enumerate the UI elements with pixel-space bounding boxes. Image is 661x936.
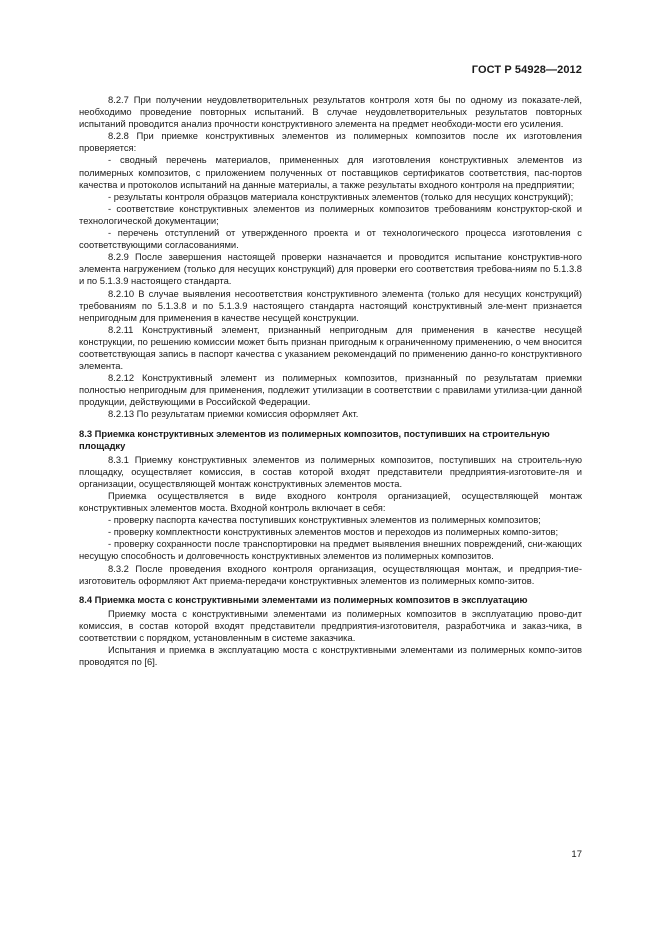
paragraph-8-3-2: 8.3.2 После проведения входного контроля организация, осуществляющая монтаж, и предприя-тие-изготовитель оформляют Акт приема-передачи конструктивных элементов из полимерных компо-зитов. — [79, 562, 582, 586]
paragraph: Испытания и приемка в эксплуатацию моста с конструктивными элементами из полимерных компо-зитов проводятся по [6]. — [79, 644, 582, 668]
paragraph-8-2-13: 8.2.13 По результатам приемки комиссия оформляет Акт. — [108, 408, 359, 420]
page-number: 17 — [571, 849, 582, 860]
section-heading-8-4: 8.4 Приемка моста с конструктивными элементами из полимерных композитов в эксплуатацию — [79, 593, 528, 605]
document-body — [79, 94, 582, 668]
paragraph-8-2-10: 8.2.10 В случае выявления несоответствия конструктивного элемента (только для несущих конструкций) требованиям по 5.1.3.8 и по 5.1.3.9 настоящего стандарта настоящий конструктивный эле-мент признается непригодным для применения в качестве несущей конструкции. — [79, 287, 582, 323]
paragraph: Приемку моста с конструктивными элементами из полимерных композитов в эксплуатацию прово-дит комиссия, в состав которой входят представители предприятия-изготовителя, разработчика и заказ-чика, в соответствии с порядком, установленным в системе заказчика. — [79, 607, 582, 644]
list-item: - сводный перечень материалов, примененных для изготовления конструктивных элементов из полимерных композитов, с приложением полученных от поставщиков сертификатов соответствия, пас-портов качества и протоколов испытаний на данные материалы, а также результаты входного контроля на предприятии; — [79, 154, 582, 190]
paragraph-8-2-8: 8.2.8 При приемке конструктивных элементов из полимерных композитов после их изготовления проверяется: — [79, 130, 582, 154]
paragraph: Приемка осуществляется в виде входного контроля организацией, осуществляющей монтаж конструктивных элементов моста. Входной контроль включает в себя: — [79, 490, 582, 514]
section-heading-8-3: 8.3 Приемка конструктивных элементов из полимерных композитов, поступивших на строительную площадку — [79, 427, 550, 451]
paragraph-8-3-1: 8.3.1 Приемку конструктивных элементов из полимерных композитов, поступивших на строитель-ную площадку, осуществляет комиссия, в состав которой входят представители предприятия-изготовите-ля и организации, осуществляющей монтаж конструктивных элементов моста. — [79, 453, 582, 489]
list-item: - проверку комплектности конструктивных элементов мостов и переходов из полимерных компо-зитов; — [108, 526, 559, 538]
list-item: - перечень отступлений от утвержденного проекта и от технологического процесса изготовления с соответствующими согласованиями. — [79, 227, 582, 251]
list-item: - проверку паспорта качества поступивших конструктивных элементов из полимерных композитов; — [108, 514, 541, 526]
paragraph-8-2-11: 8.2.11 Конструктивный элемент, признанный непригодным для применения в качестве несущей конструкции, по решению комиссии может быть признан пригодным к ограниченному применению, о чем вносится соответствующая запись в паспорт качества с указанием рекомендаций по применению данно-го конструктивного элемента. — [79, 323, 582, 372]
list-item: - результаты контроля образцов материала конструктивных элементов (только для несущих конструкций); — [108, 190, 574, 202]
paragraph-8-2-7: 8.2.7 При получении неудовлетворительных результатов контроля хотя бы по одному из показате-лей, необходимо проведение повторных испытаний. В случае неудовлетворительных результатов повторных испытаний проводится анализ прочности конструктивного элемента на предмет необходи-мости его усиления. — [79, 94, 582, 130]
list-item: - проверку сохранности после транспортировки на предмет выявления внешних повреждений, сни-жающих несущую способность и долговечность конструктивных элементов из полимерных композитов. — [79, 538, 582, 562]
paragraph-8-2-12: 8.2.12 Конструктивный элемент из полимерных композитов, признанный по результатам приемки полностью непригодным для применения, подлежит утилизации в соответствии с правилами утилиза-ции данной продукции, действующими в Российской Федерации. — [79, 372, 582, 408]
document-code: ГОСТ Р 54928—2012 — [471, 64, 582, 76]
list-item: - соответствие конструктивных элементов из полимерных композитов требованиям конструктор-ской и технологической документации; — [79, 202, 582, 226]
paragraph-8-2-9: 8.2.9 После завершения настоящей проверки назначается и проводится испытание конструктив-ного элемента нагружением (только для несущих конструкций) для проверки его соответствия требова-ниям по 5.1.3.8 и по 5.1.3.9 настоящего стандарта. — [79, 251, 582, 287]
